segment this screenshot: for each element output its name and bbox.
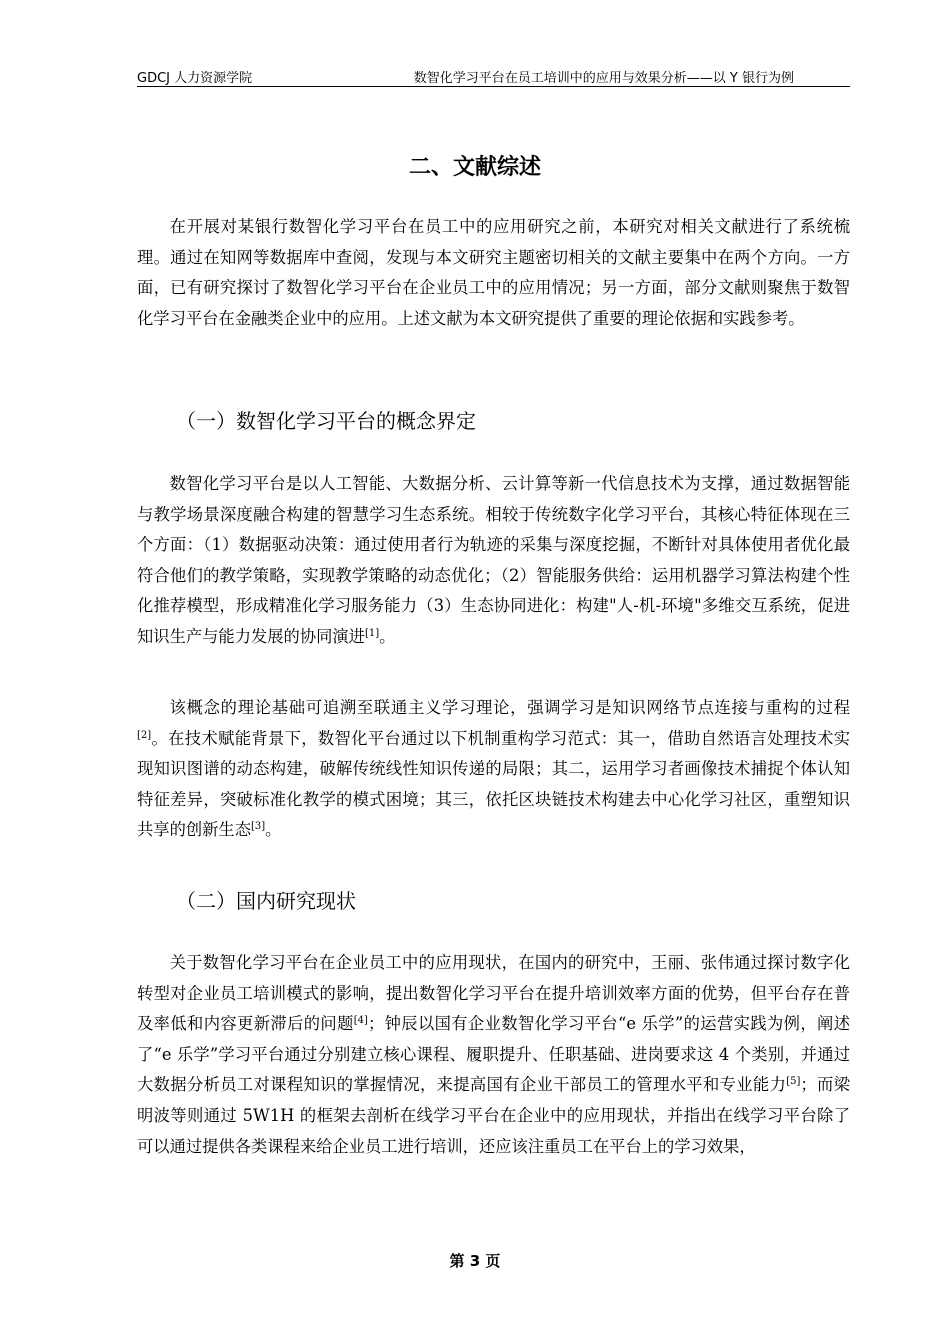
s1p2-end: 。 (265, 820, 282, 840)
citation-5[interactable]: [5] (786, 1076, 801, 1088)
s2p1-text-b: ；钟辰以国有企业数智化学习平台“e 乐学”的运营实践为例，阐述了“e 乐学”学习平台通过分别建立核心课程、履职提升、任职基础、进岗要求这 4 个类别，并通过大数据分析员工对课程知识的掌握情况，来提高国有企业干部员工的管理水平和专业能力 (137, 1014, 850, 1095)
s1p1-text: 数智化学习平台是以人工智能、大数据分析、云计算等新一代信息技术为支撑，通过数据智能与教学场景深度融合构建的智慧学习生态系统。相较于传统数字化学习平台，其核心特征体现在三个方面：（1）数据驱动决策：通过使用者行为轨迹的采集与深度挖掘，不断针对具体使用者优化最符合他们的教学策略，实现教学策略的动态优化；（2）智能服务供给：运用机器学习算法构建个性化推荐模型，形成精准化学习服务能力（3）生态协同进化：构建"人-机-环境"多维交互系统，促进知识生产与能力发展的协同演进 (137, 474, 850, 646)
section-1-paragraph-1 (137, 469, 850, 653)
citation-3[interactable]: [3] (250, 821, 266, 833)
chapter-title: 二、文献综述 (408, 155, 541, 180)
citation-2[interactable]: [2] (137, 729, 152, 741)
s2p1-text-a: 关于数智化学习平台在企业员工中的应用现状，在国内的研究中，王丽、张伟通过探讨数字化转型对企业员工培训模式的影响，提出数智化学习平台在提升培训效率方面的优势，但平台存在普及率低和内容更新滞后的问题 (137, 953, 850, 1034)
citation-4[interactable]: [4] (353, 1015, 368, 1027)
section-1-heading: （一）数智化学习平台的概念界定 (176, 409, 476, 433)
section-1-paragraph-2 (137, 693, 850, 846)
page-number: 第 3 页 (449, 1252, 501, 1270)
running-header (137, 66, 850, 87)
s1p2-text-a: 该概念的理论基础可追溯至联通主义学习理论，强调学习是知识网络节点连接与重构的过程 (169, 698, 850, 717)
section-2-heading: （二）国内研究现状 (176, 889, 356, 913)
header-institution: GDCJ 人力资源学院 (137, 71, 253, 86)
intro-paragraph: 在开展对某银行数智化学习平台在员工中的应用研究之前，本研究对相关文献进行了系统梳理。通过在知网等数据库中查阅，发现与本文研究主题密切相关的文献主要集中在两个方向。一方面，已有研究探讨了数智化学习平台在企业员工中的应用情况；另一方面，部分文献则聚焦于数智化学习平台在金融类企业中的应用。上述文献为本文研究提供了重要的理论依据和实践参考。 (137, 217, 850, 328)
s1p2-text-b: 。在技术赋能背景下，数智化平台通过以下机制重构学习范式：其一，借助自然语言处理技术实现知识图谱的动态构建，破解传统线性知识传递的局限；其二，运用学习者画像技术捕捉个体认知特征差异，突破标准化教学的模式困境；其三，依托区块链技术构建去中心化学习社区，重塑知识共享的创新生态 (137, 728, 850, 840)
s2p1-text-c: ；而梁明波等则通过 5W1H 的框架去剖析在线学习平台在企业中的应用现状，并指出在线学习平台除了可以通过提供各类课程来给企业员工进行培训，还应该注重员工在平台上的学习效果， (137, 1075, 850, 1156)
section-2-paragraph-1 (137, 948, 850, 1162)
citation-1[interactable]: [1] (364, 627, 380, 639)
header-thesis-title: 数智化学习平台在员工培训中的应用与效果分析——以 Y 银行为例 (413, 71, 794, 86)
s1p1-end: 。 (379, 626, 396, 646)
